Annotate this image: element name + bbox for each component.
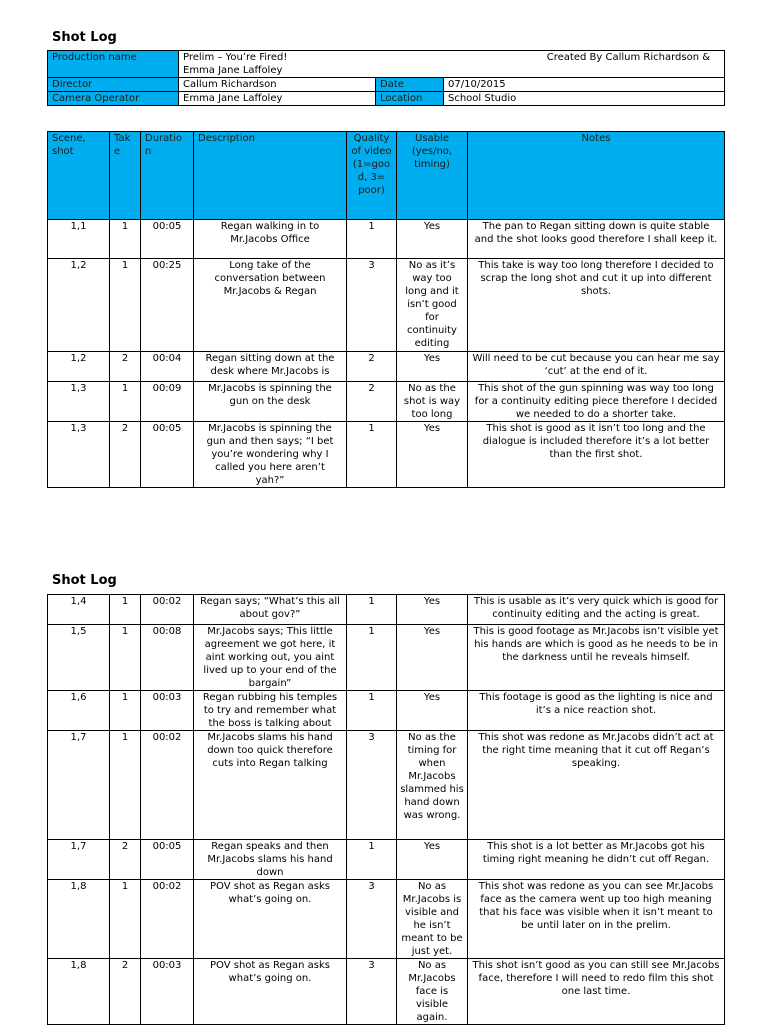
shot-notes-cell: The pan to Regan sitting down is quite stable and the shot looks good therefore I shall keep it. (468, 220, 725, 259)
shot-usable-cell: Yes (397, 691, 468, 731)
shot-notes-cell: This shot was redone as Mr.Jacobs didn’t act at the right time meaning that it cut off Regan’s speaking. (468, 731, 725, 840)
shot-row (48, 352, 725, 382)
shot-take-cell: 2 (110, 352, 141, 382)
shot-duration-cell: 00:05 (141, 220, 194, 259)
camera-row (48, 92, 725, 106)
created-by-continued: Emma Jane Laffoley (183, 65, 283, 76)
shot-notes-cell: This is usable as it’s very quick which is good for continuity editing and the acting is great. (468, 595, 725, 625)
shot-usable-cell: No as Mr.Jacobs is visible and he isn’t meant to be just yet. (397, 880, 468, 959)
shot-usable-cell: Yes (397, 422, 468, 488)
location-label: Location (376, 92, 444, 106)
shot-scene-cell: 1,2 (48, 352, 110, 382)
shot-usable-cell: Yes (397, 625, 468, 691)
shot-take-cell: 1 (110, 259, 141, 352)
shot-description-cell: Regan walking in to Mr.Jacobs Office (194, 220, 347, 259)
col-take: Tak e (110, 132, 141, 220)
shot-take-cell: 2 (110, 840, 141, 880)
shot-take-cell: 1 (110, 595, 141, 625)
shot-take-cell: 2 (110, 422, 141, 488)
shot-usable-cell: Yes (397, 595, 468, 625)
shot-take-cell: 2 (110, 959, 141, 1025)
shot-description-cell: Mr.Jacobs says; This little agreement we got here, it aint working out, you aint lived up to your end of the bargain” (194, 625, 347, 691)
shot-notes-cell: This take is way too long therefore I decided to scrap the long shot and cut it up into different shots. (468, 259, 725, 352)
production-label: Production name (48, 51, 179, 78)
shot-duration-cell: 00:05 (141, 422, 194, 488)
shot-description-cell: POV shot as Regan asks what’s going on. (194, 959, 347, 1025)
shot-row (48, 382, 725, 422)
shot-quality-cell: 2 (347, 352, 397, 382)
shot-take-cell: 1 (110, 625, 141, 691)
shot-scene-cell: 1,3 (48, 422, 110, 488)
production-value-cell (179, 51, 725, 78)
shot-duration-cell: 00:02 (141, 880, 194, 959)
production-info-table (47, 50, 725, 106)
shot-usable-cell: Yes (397, 352, 468, 382)
shot-duration-cell: 00:04 (141, 352, 194, 382)
date-value: 07/10/2015 (444, 78, 725, 92)
col-quality: Quality of video (1=goo d, 3= poor) (347, 132, 397, 220)
director-label: Director (48, 78, 179, 92)
shot-log-table-2 (47, 594, 725, 1025)
production-value: Prelim – You’re Fired! (183, 52, 288, 63)
shot-scene-cell: 1,8 (48, 959, 110, 1025)
shot-quality-cell: 1 (347, 595, 397, 625)
shot-duration-cell: 00:09 (141, 382, 194, 422)
shot-log-table-1 (47, 131, 725, 488)
shot-notes-cell: This shot was redone as you can see Mr.Jacobs face as the camera went up too high meaning that his face was visible when it isn’t meant to be until later on in the prelim. (468, 880, 725, 959)
shot-take-cell: 1 (110, 220, 141, 259)
shot-scene-cell: 1,1 (48, 220, 110, 259)
location-value: School Studio (444, 92, 725, 106)
shot-row (48, 731, 725, 840)
shot-notes-cell: This footage is good as the lighting is nice and it’s a nice reaction shot. (468, 691, 725, 731)
shot-duration-cell: 00:03 (141, 691, 194, 731)
shot-duration-cell: 00:25 (141, 259, 194, 352)
shot-quality-cell: 3 (347, 731, 397, 840)
shot-quality-cell: 1 (347, 220, 397, 259)
shot-description-cell: Regan says; “What’s this all about gov?” (194, 595, 347, 625)
shot-take-cell: 1 (110, 382, 141, 422)
shot-row (48, 259, 725, 352)
col-duration: Duratio n (141, 132, 194, 220)
director-value: Callum Richardson (179, 78, 376, 92)
shot-take-cell: 1 (110, 731, 141, 840)
shot-scene-cell: 1,6 (48, 691, 110, 731)
shot-quality-cell: 1 (347, 840, 397, 880)
shot-notes-cell: Will need to be cut because you can hear me say ‘cut’ at the end of it. (468, 352, 725, 382)
shot-scene-cell: 1,7 (48, 731, 110, 840)
shot-duration-cell: 00:03 (141, 959, 194, 1025)
shot-duration-cell: 00:02 (141, 595, 194, 625)
col-scene-shot: Scene, shot (48, 132, 110, 220)
shot-scene-cell: 1,7 (48, 840, 110, 880)
shot-description-cell: Mr.Jacobs is spinning the gun on the desk (194, 382, 347, 422)
shot-usable-cell: No as it’s way too long and it isn’t good for continuity editing (397, 259, 468, 352)
shot-description-cell: POV shot as Regan asks what’s going on. (194, 880, 347, 959)
shot-quality-cell: 2 (347, 382, 397, 422)
shot-description-cell: Regan sitting down at the desk where Mr.Jacobs is (194, 352, 347, 382)
shot-take-cell: 1 (110, 691, 141, 731)
shot-scene-cell: 1,5 (48, 625, 110, 691)
created-by: Created By Callum Richardson & (546, 52, 711, 63)
shot-usable-cell: Yes (397, 840, 468, 880)
shot-log-header-row (48, 132, 725, 220)
shot-notes-cell: This is good footage as Mr.Jacobs isn’t visible yet his hands are which is good as he needs to be in the darkness until he reveals himself. (468, 625, 725, 691)
col-notes: Notes (468, 132, 725, 220)
shot-notes-cell: This shot isn’t good as you can still see Mr.Jacobs face, therefore I will need to redo film this shot one last time. (468, 959, 725, 1025)
shot-scene-cell: 1,2 (48, 259, 110, 352)
shot-notes-cell: This shot of the gun spinning was way too long for a continuity editing piece therefore I decided we needed to do a shorter take. (468, 382, 725, 422)
shot-usable-cell: No as the timing for when Mr.Jacobs slammed his hand down was wrong. (397, 731, 468, 840)
shot-notes-cell: This shot is a lot better as Mr.Jacobs got his timing right meaning he didn’t cut off Regan. (468, 840, 725, 880)
page-title-2: Shot Log (52, 573, 117, 588)
shot-scene-cell: 1,3 (48, 382, 110, 422)
shot-description-cell: Regan speaks and then Mr.Jacobs slams his hand down (194, 840, 347, 880)
shot-row (48, 840, 725, 880)
shot-row (48, 959, 725, 1025)
shot-notes-cell: This shot is good as it isn’t too long and the dialogue is included therefore it’s a lot better than the first shot. (468, 422, 725, 488)
shot-row (48, 880, 725, 959)
shot-row (48, 691, 725, 731)
shot-usable-cell: No as Mr.Jacobs face is visible again. (397, 959, 468, 1025)
director-row (48, 78, 725, 92)
shot-description-cell: Long take of the conversation between Mr.Jacobs & Regan (194, 259, 347, 352)
shot-quality-cell: 3 (347, 880, 397, 959)
shot-row (48, 625, 725, 691)
camera-operator-label: Camera Operator (48, 92, 179, 106)
shot-quality-cell: 1 (347, 625, 397, 691)
shot-quality-cell: 1 (347, 691, 397, 731)
shot-description-cell: Regan rubbing his temples to try and remember what the boss is talking about (194, 691, 347, 731)
shot-usable-cell: No as the shot is way too long (397, 382, 468, 422)
shot-quality-cell: 1 (347, 422, 397, 488)
shot-row (48, 595, 725, 625)
shot-duration-cell: 00:08 (141, 625, 194, 691)
shot-row (48, 220, 725, 259)
shot-quality-cell: 3 (347, 959, 397, 1025)
shot-scene-cell: 1,8 (48, 880, 110, 959)
shot-usable-cell: Yes (397, 220, 468, 259)
col-usable: Usable (yes/no, timing) (397, 132, 468, 220)
production-row (48, 51, 725, 78)
shot-row (48, 422, 725, 488)
shot-scene-cell: 1,4 (48, 595, 110, 625)
shot-duration-cell: 00:05 (141, 840, 194, 880)
shot-quality-cell: 3 (347, 259, 397, 352)
camera-operator-value: Emma Jane Laffoley (179, 92, 376, 106)
shot-description-cell: Mr.Jacobs is spinning the gun and then says; “I bet you’re wondering why I called you here aren’t yah?” (194, 422, 347, 488)
date-label: Date (376, 78, 444, 92)
col-description: Description (194, 132, 347, 220)
shot-duration-cell: 00:02 (141, 731, 194, 840)
shot-take-cell: 1 (110, 880, 141, 959)
page-title: Shot Log (52, 30, 117, 45)
shot-description-cell: Mr.Jacobs slams his hand down too quick therefore cuts into Regan talking (194, 731, 347, 840)
